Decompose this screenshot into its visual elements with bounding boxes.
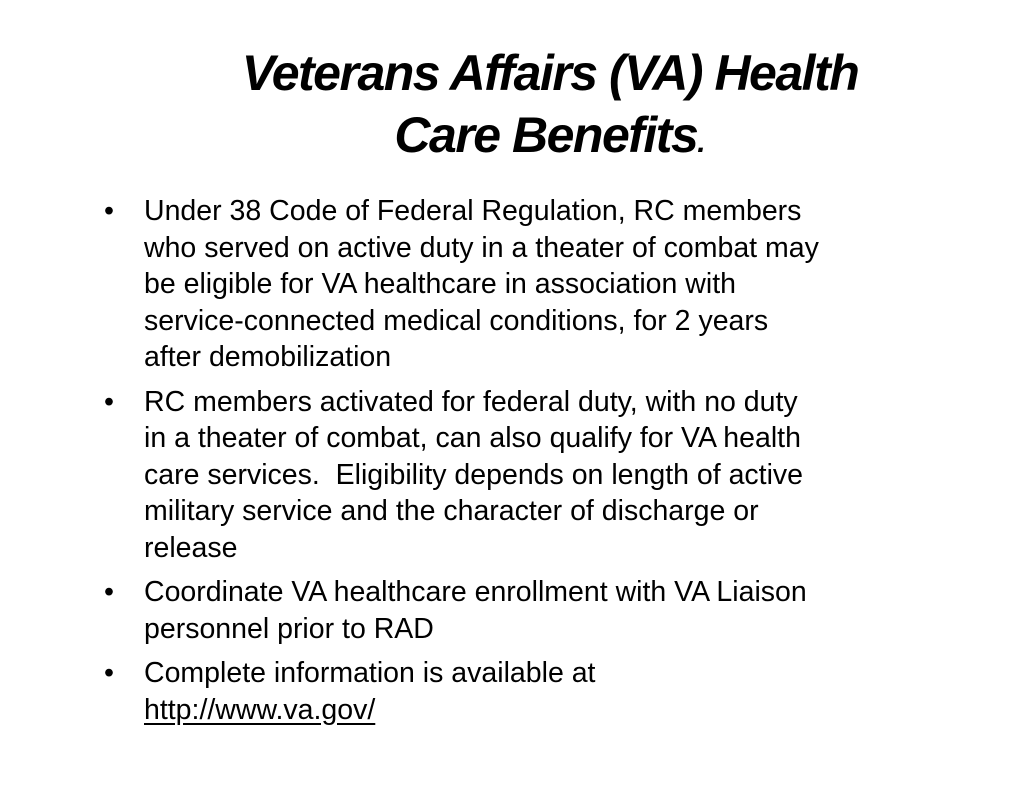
bullet-1-line-4: service-connected medical conditions, for 2 years <box>144 304 769 337</box>
bullet-2-line-1: RC members activated for federal duty, with no duty <box>144 385 798 418</box>
va-gov-link[interactable]: http://www.va.gov/ <box>144 693 376 726</box>
bullet-2-line-2: in a theater of combat, can also qualify for VA health <box>144 422 801 454</box>
bullet-item-va-regulation <box>100 193 970 376</box>
bullet-1-line-3: be eligible for VA healthcare in association with <box>144 268 736 300</box>
bullet-icon: • <box>104 576 114 608</box>
bullet-1-line-5: after demobilization <box>144 341 392 373</box>
bullet-4-line-2 <box>144 692 970 729</box>
bullet-2-line-4: military service and the character of discharge or <box>144 495 759 527</box>
bullet-1-line-1: Under 38 Code of Federal Regulation, RC members <box>144 195 802 227</box>
bullet-3-line-1: Coordinate VA healthcare enrollment with VA Liaison <box>144 576 807 608</box>
bullet-item-coordinate-enrollment <box>100 574 970 647</box>
bullet-icon: • <box>104 657 114 689</box>
bullet-item-complete-information <box>100 655 970 728</box>
bullet-item-federal-duty <box>100 384 970 567</box>
bullet-4-line-1: Complete information is available at <box>144 657 596 689</box>
bullet-1-line-2: who served on active duty in a theater of combat may <box>144 231 819 264</box>
slide-title <box>150 42 950 174</box>
bullet-2-line-5: release <box>144 531 238 564</box>
bullet-2-line-3: care services. Eligibility depends on length of active <box>144 458 804 491</box>
title-line-1: Veterans Affairs (VA) Health <box>241 45 859 101</box>
title-line-2-text: Care Benefits <box>394 107 698 163</box>
bullet-list <box>100 193 970 736</box>
title-period: . <box>697 126 706 159</box>
title-line-2 <box>150 104 950 174</box>
bullet-3-line-2: personnel prior to RAD <box>144 612 434 645</box>
bullet-icon: • <box>104 385 114 418</box>
bullet-icon: • <box>104 195 114 227</box>
